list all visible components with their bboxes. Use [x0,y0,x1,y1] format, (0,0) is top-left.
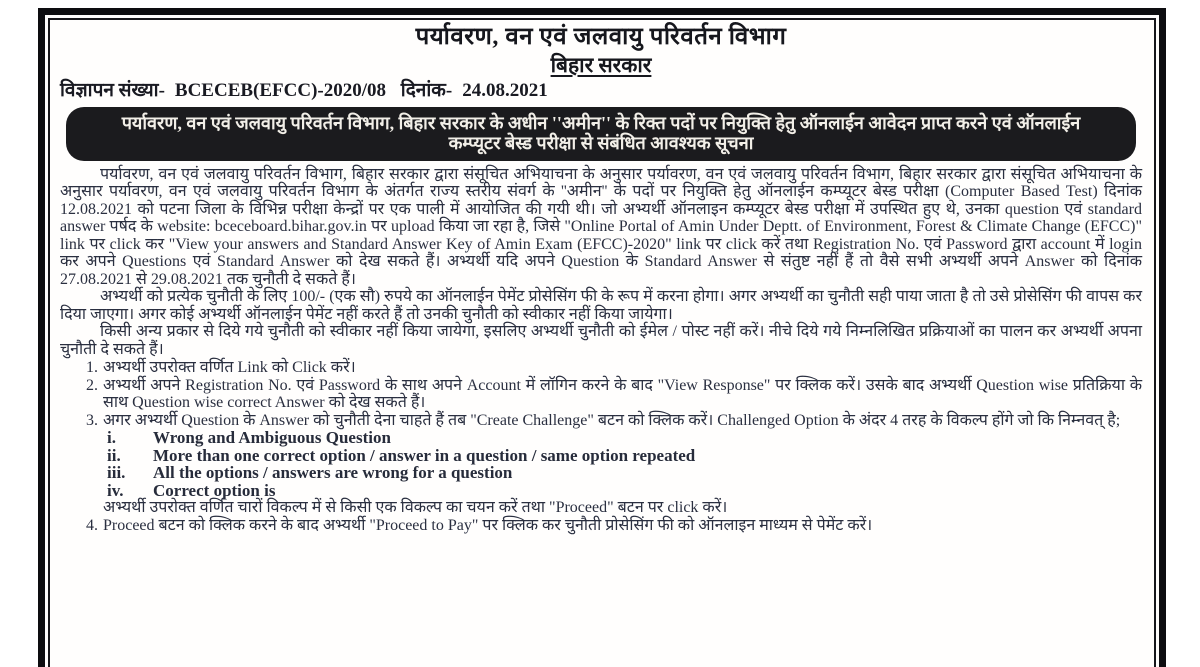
notice-document-frame [38,8,1166,667]
list-item-2 [60,377,1142,412]
sub-item-number: iii. [107,463,126,483]
sub-item-text: Wrong and Ambiguous Question [153,428,391,448]
sub-item-iii [103,464,1142,482]
sub-item-number: i. [107,428,116,448]
list-item-4 [60,517,1142,535]
sub-item-text: All the options / answers are wrong for a question [153,463,513,483]
list-item-3 [60,412,1142,517]
advertisement-number-line [60,80,1142,103]
advertisement-number-label: विज्ञापन संख्या- [60,79,165,101]
list-item-3-intro: अगर अभ्यर्थी Question के Answer को चुनौती देना चाहते हैं तब "Create Challenge" बटन को क्लिक करें। Challenged Option के अंदर 4 तरह के विकल्प होंगे जो कि निम्नवत् है; [103,411,1121,429]
paragraph-exam-details: पर्यावरण, वन एवं जलवायु परिवर्तन विभाग, बिहार सरकार द्वारा संसूचित अभियाचना के अनुसार पर्यावरण, वन एवं जलवायु परिवर्तन विभाग, बिहार सरकार द्वारा संसूचित अभियाचना के अनुसार पर्यावरण, वन एवं जलवायु परिवर्तन विभाग के अंतर्गत राज्य स्तरीय संवर्ग के ''अमीन'' के पदों पर नियुक्ति हेतु ऑनलाईन कम्प्यूटर बेस्ड परीक्षा (Computer Based Test) दिनांक 12.08.2021 को पटना जिला के विभिन्न परीक्षा केन्द्रों पर एक पाली में आयोजित की गयी थी। जो अभ्यर्थी ऑनलाइन कम्प्यूटर बेस्ड परीक्षा में उपस्थित हुए थे, उनका question एवं standard answer पर्षद के website: bceceboard.bihar.gov.in पर upload किया जा रहा है, जिसे "Online Portal of Amin Under Deptt. of Environment, Forest & Climate Change (EFCC)" link पर click कर "View your answers and Standard Answer Key of Amin Exam (EFCC)-2020" link पर click करें तथा Registration No. एवं Password द्वारा account में login कर अपने Questions एवं Standard Answer को देख सकते हैं। अभ्यर्थी यदि अपने Question के Standard Answer से संतुष्ट नहीं हैं तो वैसे सभी अभ्यर्थी अपने Answer को दिनांक 27.08.2021 से 29.08.2021 तक चुनौती दे सकते हैं। [60,165,1142,288]
sub-item-iv [103,482,1142,500]
advertisement-number-value: BCECEB(EFCC)-2020/08 [174,79,387,101]
sub-item-i [103,429,1142,447]
notice-subject-banner: पर्यावरण, वन एवं जलवायु परिवर्तन विभाग, बिहार सरकार के अधीन ''अमीन'' के रिक्त पदों पर नियुक्ति हेतु ऑनलाईन आवेदन प्राप्त करने एवं ऑनलाईन कम्प्यूटर बेस्ड परीक्षा से संबंधित आवश्यक सूचना [66,107,1136,161]
notice-document-content [48,18,1156,667]
date-label: दिनांक- [400,79,453,101]
paragraph-challenge-fee: अभ्यर्थी को प्रत्येक चुनौती के लिए 100/- (एक सौ) रुपये का ऑनलाईन पेमेंट प्रोसेसिंग फी के रूप में करना होगा। अगर अभ्यर्थी का चुनौती सही पाया जाता है तो उसे प्रोसेसिंग फी वापस कर दिया जाएगा। अगर कोई अभ्यर्थी ऑनलाईन पेमेंट नहीं करते हैं तो उनकी चुनौती को स्वीकार नहीं किया जायेगा। [60,288,1142,323]
list-item-number: 1. [86,359,98,377]
sub-item-ii [103,447,1142,465]
sub-item-number: ii. [107,445,121,465]
government-title: बिहार सरकार [550,52,652,77]
list-item-text: अभ्यर्थी उपरोक्त वर्णित Link को Click करें। [103,359,356,377]
notice-body [60,166,1142,535]
sub-item-number: iv. [107,480,124,500]
list-item-1 [60,359,1142,377]
date-value: 24.08.2021 [462,79,548,101]
department-title: पर्यावरण, वन एवं जलवायु परिवर्तन विभाग [415,24,787,50]
list-item-number: 4. [86,516,98,534]
list-item-3-closing: अभ्यर्थी उपरोक्त वर्णित चारों विकल्प में से किसी एक विकल्प का चयन करें तथा "Proceed" बटन पर click करें। [103,499,728,517]
sub-item-text: More than one correct option / answer in a question / same option repeated [153,445,696,465]
list-item-number: 2. [86,376,98,394]
list-item-text [103,412,1142,517]
sub-item-text: Correct option is [153,480,276,500]
paragraph-challenge-procedure-intro: किसी अन्य प्रकार से दिये गये चुनौती को स्वीकार नहीं किया जायेगा, इसलिए अभ्यर्थी चुनौती को ईमेल / पोस्ट नहीं करें। नीचे दिये गये निम्नलिखित प्रक्रियाओं का पालन कर अभ्यर्थी अपना चुनौती दे सकते हैं। [60,323,1142,358]
procedure-list [60,359,1142,534]
list-item-number: 3. [86,411,98,429]
list-item-text: Proceed बटन को क्लिक करने के बाद अभ्यर्थी "Proceed to Pay" पर क्लिक कर चुनौती प्रोसेसिंग फी को ऑनलाइन माध्यम से पेमेंट करें। [103,516,873,534]
list-item-text: अभ्यर्थी अपने Registration No. एवं Password के साथ अपने Account में लॉगिन करने के बाद "View Response" पर क्लिक करें। उसके बाद अभ्यर्थी Question wise प्रतिक्रिया के साथ Question wise correct Answer को देख सकते हैं। [103,376,1142,412]
